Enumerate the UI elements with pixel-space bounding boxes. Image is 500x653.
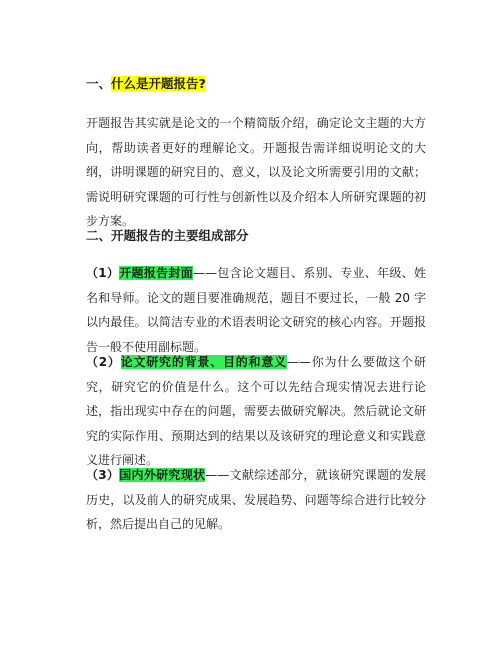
item-3-keyword: 国内外研究现状 xyxy=(119,468,206,482)
item-2-number: （2） xyxy=(86,355,121,369)
section-2-heading xyxy=(86,228,249,244)
item-3-paragraph xyxy=(86,463,426,537)
section-1-heading xyxy=(86,76,206,92)
item-2-text: ——你为什么要做这个研究，研究它的价值是什么。这个可以先结合现实情况去进行论述，指出现实中存在的问题，需要去做研究解决。然后就论文研究的实际作用、预期达到的结果以及该研究的理论意义和实践意义进行阐述。 xyxy=(86,355,426,467)
item-2-keyword: 论文研究的背景、目的和意义 xyxy=(120,355,287,369)
section-2-title: 开题报告的主要组成部分 xyxy=(111,228,249,243)
item-1-number: （1） xyxy=(86,266,120,280)
section-1-body: 开题报告其实就是论文的一个精简版介绍，确定论文主题的大方向，帮助读者更好的理解论文。开题报告需详细说明论文的大纲，讲明课题的研究目的、意义，以及论文所需要引用的文献；需说明研究课题的可行性与创新性以及介绍本人所研究课题的初步方案。 xyxy=(86,116,426,228)
section-1-prefix: 一、 xyxy=(86,76,112,91)
item-1-keyword: 开题报告封面 xyxy=(119,266,193,280)
item-1-text: ——包含论文题目、系别、专业、年级、姓名和导师。论文的题目要准确规范，题目不要过长，一般 20 字以内最佳。以简洁专业的术语表明论文研究的核心内容。开题报告一般不使用副标题。 xyxy=(86,266,426,354)
item-2-paragraph xyxy=(86,350,426,473)
item-3-text: ——文献综述部分，就该研究课题的发展历史，以及前人的研究成果、发展趋势、问题等综合进行比较分析，然后提出自己的见解。 xyxy=(86,468,426,531)
item-3-number: （3） xyxy=(86,468,120,482)
section-2-prefix: 二、 xyxy=(86,228,112,243)
item-1-paragraph xyxy=(86,261,426,359)
section-1-title: 什么是开题报告? xyxy=(111,76,206,91)
